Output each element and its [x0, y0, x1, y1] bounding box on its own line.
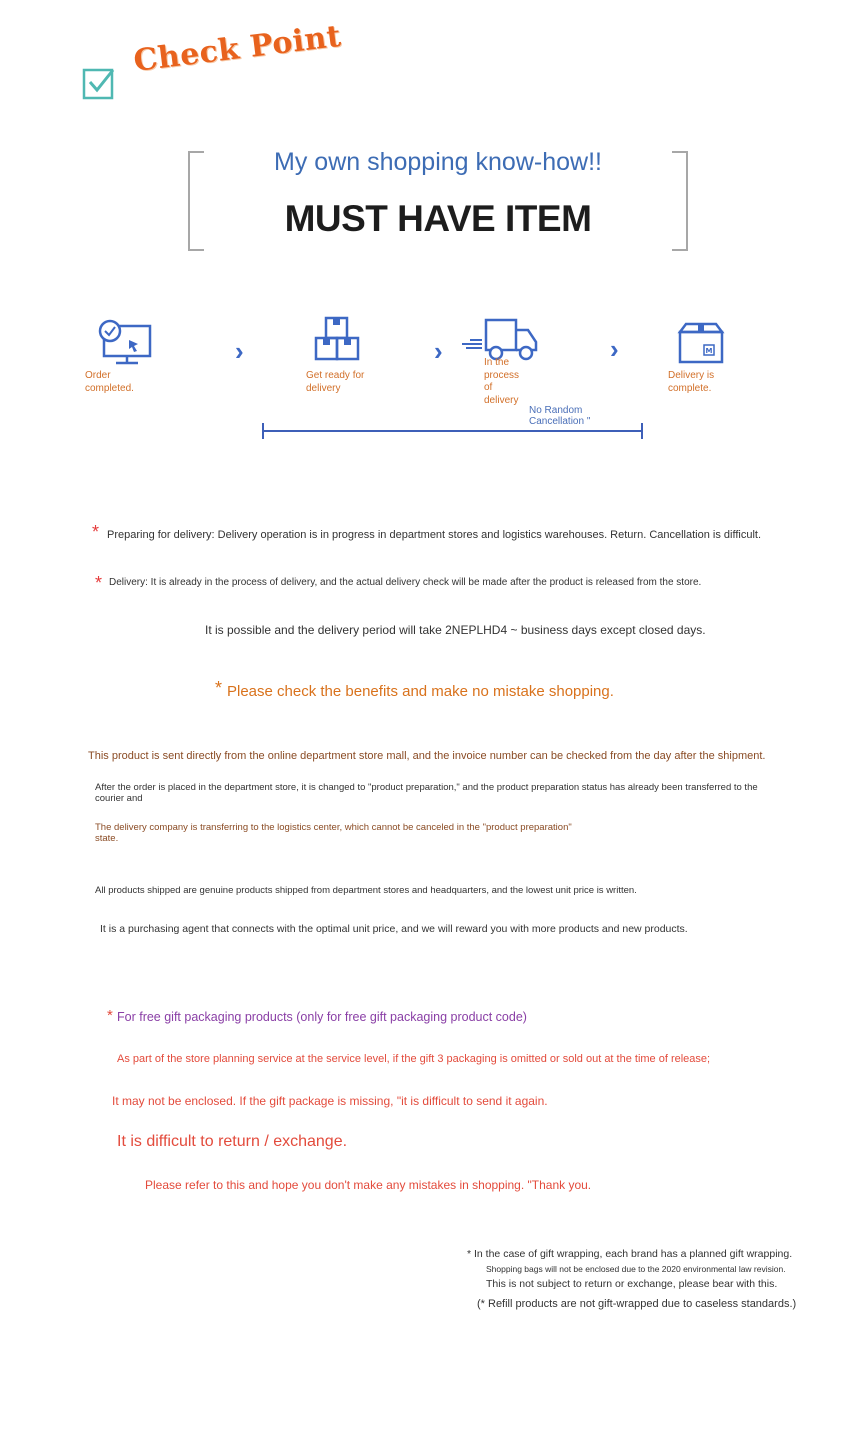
- boxes-icon: [308, 314, 368, 364]
- checkbox-check-icon: [82, 66, 116, 100]
- package-icon: [672, 318, 732, 368]
- gift-title: For free gift packaging products (only for free gift packaging product code): [117, 1010, 527, 1024]
- step-label-complete: Delivery is complete.: [668, 370, 715, 394]
- step-arrow-2: ›: [434, 336, 443, 366]
- asterisk-icon: *: [215, 678, 223, 698]
- step-label-ready: Get ready for delivery: [306, 370, 365, 394]
- computer-check-icon: [96, 318, 156, 368]
- asterisk-icon: *: [95, 573, 103, 593]
- step-arrow-1: ›: [235, 336, 244, 366]
- wrap-note-2: Shopping bags will not be enclosed due to the 2020 environmental law revision.: [486, 1264, 786, 1274]
- note-delivery: Delivery: It is already in the process of delivery, and the actual delivery check will be made after the product is released from the store.: [109, 577, 702, 588]
- step-arrow-3: ›: [610, 334, 619, 364]
- step-label-order: Order completed.: [85, 370, 134, 394]
- page-title: MUST HAVE ITEM: [284, 198, 592, 239]
- note-after-order: After the order is placed in the department store, it is changed to "product preparation," and the product preparation status has already been transferred to the courier and: [95, 782, 758, 804]
- note-agent: It is a purchasing agent that connects with the optimal unit price, and we will reward you with more products and new products.: [100, 923, 688, 935]
- note-logistics: The delivery company is transferring to the logistics center, which cannot be canceled in the "product preparation" state.: [95, 822, 572, 844]
- step-label-in-process: In the process of delivery: [484, 357, 520, 406]
- note-genuine: All products shipped are genuine products shipped from department stores and headquarters, and the lowest unit price is written.: [95, 885, 637, 896]
- asterisk-icon: *: [107, 1007, 113, 1024]
- wrap-note-4: (* Refill products are not gift-wrapped due to caseless standards.): [477, 1298, 797, 1310]
- asterisk-icon: *: [92, 522, 100, 542]
- note-shipped-direct: This product is sent directly from the online department store mall, and the invoice number can be checked from the day after the shipment.: [88, 750, 766, 762]
- cancel-note: No Random Cancellation ": [529, 405, 591, 427]
- gift-note-1: As part of the store planning service at the service level, if the gift 3 packaging is omitted or sold out at the time of release;: [117, 1053, 711, 1065]
- check-point-title: Check Point: [131, 18, 344, 79]
- note-period: It is possible and the delivery period will take 2NEPLHD4 ~ business days except closed days.: [205, 623, 706, 637]
- cancel-range-line: [263, 430, 643, 432]
- note-preparing: Preparing for delivery: Delivery operation is in progress in department stores and logistics warehouses. Return. Cancellation is difficult.: [107, 529, 762, 541]
- wrap-note-3: This is not subject to return or exchange, please bear with this.: [486, 1278, 778, 1290]
- range-tick-right: [641, 423, 643, 439]
- page-subtitle: My own shopping know-how!!: [274, 148, 602, 176]
- wrap-note-1: * In the case of gift wrapping, each brand has a planned gift wrapping.: [467, 1248, 793, 1260]
- gift-note-4: Please refer to this and hope you don't make any mistakes in shopping. "Thank you.: [145, 1178, 592, 1192]
- svg-text:M: M: [705, 347, 713, 355]
- note-benefits: Please check the benefits and make no mistake shopping.: [227, 683, 614, 700]
- gift-note-3: It is difficult to return / exchange.: [117, 1133, 348, 1150]
- gift-note-2: It may not be enclosed. If the gift package is missing, "it is difficult to send it again.: [112, 1094, 548, 1108]
- range-tick-left: [262, 423, 264, 439]
